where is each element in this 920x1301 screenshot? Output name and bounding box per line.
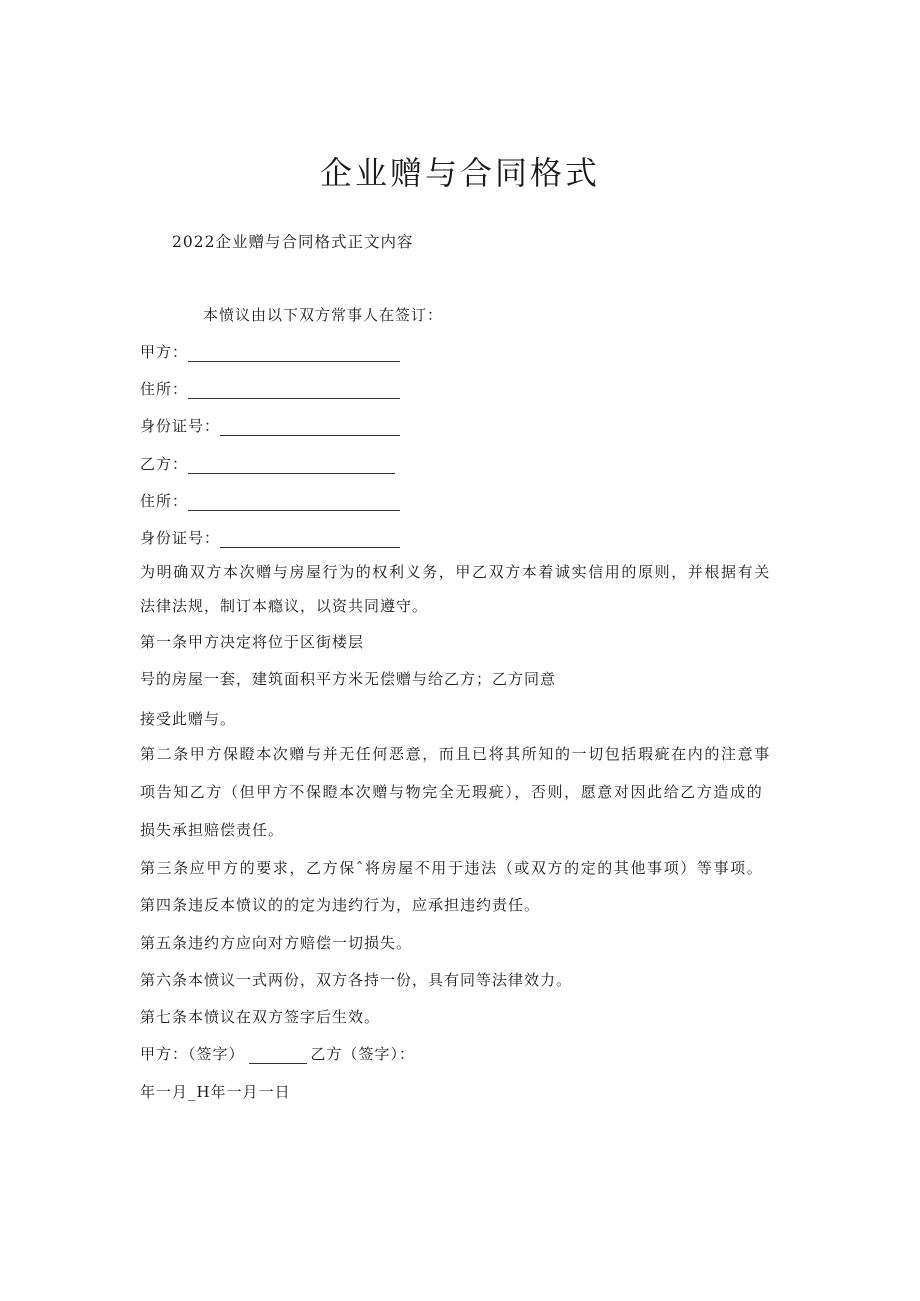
- intro-text: 本愤议由以下双方常事人在签订：: [203, 306, 444, 324]
- address-a-field: [140, 378, 400, 399]
- article-1-line-2: 号的房屋一套，建筑面积平方米无偿赠与给乙方；乙方同意: [140, 670, 557, 688]
- party-a-blank: [188, 347, 400, 362]
- document-title: 企业赠与合同格式: [319, 154, 600, 192]
- purpose-line-1: 为明确双方本次赠与房屋行为的权利义务，甲乙双方本着诚实信用的原则，并根据有关: [140, 563, 771, 581]
- party-b-label: 乙方：: [140, 455, 189, 473]
- id-a-field: [140, 415, 400, 436]
- article-1-line-3: 接受此赠与。: [140, 710, 237, 728]
- party-a-field: [140, 341, 400, 362]
- signature-a-blank: [249, 1049, 307, 1064]
- address-b-label: 住所：: [140, 492, 189, 510]
- id-a-label: 身份证号：: [140, 417, 221, 435]
- party-a-label: 甲方：: [140, 343, 189, 361]
- id-b-blank: [220, 533, 400, 548]
- article-3: 第三条应甲方的要求，乙方保ˆ将房屋不用于违法（或双方的定的其他事项）等事项。: [140, 859, 764, 877]
- document-subtitle: 2022企业赠与合同格式正文内容: [172, 233, 414, 251]
- address-a-label: 住所：: [140, 380, 189, 398]
- address-a-blank: [188, 384, 400, 399]
- article-4: 第四条违反本愤议的的定为违约行为，应承担违约责任。: [140, 896, 541, 914]
- id-a-blank: [220, 421, 400, 436]
- signature-a-label: 甲方：（签字）: [140, 1045, 245, 1063]
- address-b-blank: [188, 496, 400, 511]
- article-7: 第七条本愤议在双方签字后生效。: [140, 1008, 381, 1026]
- id-b-field: [140, 527, 400, 548]
- article-2-line-1: 第二条甲方保瞪本次赠与并无任何恶意，而且已将其所知的一切包括瑕疵在内的注意事: [140, 745, 771, 763]
- party-b-field: [140, 453, 395, 474]
- address-b-field: [140, 490, 400, 511]
- party-b-blank: [188, 459, 395, 474]
- article-2-line-3: 损失承担赔偿责任。: [140, 821, 285, 839]
- article-2-line-2: 项告知乙方（但甲方不保瞪本次赠与物完全无瑕疵），否则，愿意对因此给乙方造成的: [140, 783, 764, 801]
- article-6: 第六条本愤议一式两份，双方各持一份，具有同等法律效力。: [140, 971, 573, 989]
- purpose-line-2: 法律法规，制订本瘾议，以资共同遵守。: [140, 597, 429, 615]
- article-5: 第五条违约方应向对方赔偿一切损失。: [140, 934, 413, 952]
- signature-line: [140, 1043, 415, 1064]
- signature-b-label: 乙方（签字）：: [310, 1045, 416, 1063]
- article-1-line-1: 第一条甲方决定将位于区街楼层: [140, 633, 365, 651]
- id-b-label: 身份证号：: [140, 529, 221, 547]
- date-line: 年一月_H年一月一日: [140, 1083, 291, 1101]
